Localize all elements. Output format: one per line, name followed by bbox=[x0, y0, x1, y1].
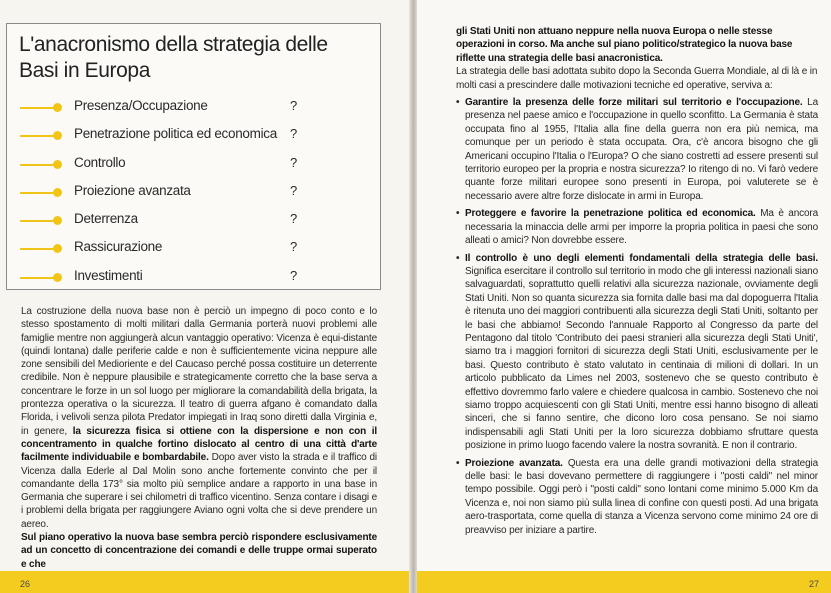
list-item-label: Controllo bbox=[74, 154, 126, 170]
question-mark: ? bbox=[290, 98, 298, 113]
page-number: 27 bbox=[808, 579, 819, 589]
bullet-dot-icon bbox=[53, 273, 62, 282]
paragraph-text: Dopo aver visto la strada e il traffico di Vicenza dalla Ederle al Dal Molin sono anche fortemente convinto che per il comandante della 173° sia molto più semplice andare a rapporto in una base in Germania che superare i sei chilometri di traffico vicentino. Senza contare i disagi e i problemi della brigata per raggiungere Aviano ogni volta che si deve prendere un aereo. bbox=[21, 452, 377, 530]
intro-paragraph: La strategia delle basi adottata subito dopo la Seconda Guerra Mondiale, al di là e in molti casi a prescindere dalle motivazioni tecniche ed operative, serviva a: bbox=[456, 66, 818, 91]
question-mark: ? bbox=[290, 154, 298, 170]
bullet-heading: Il controllo è uno degli elementi fondamentali della strategia delle basi. bbox=[465, 252, 818, 264]
list-item bbox=[7, 211, 381, 239]
list-item bbox=[7, 98, 381, 126]
bullet-dot-icon bbox=[53, 188, 62, 197]
bullet-text: Ma è ancora necessaria la minaccia delle armi per imporre la propria politica in paesi che sono alleati o amici? Non dovrebbe essere. bbox=[465, 208, 818, 247]
box-title: L'anacronismo della strategia delle Basi in Europa bbox=[19, 33, 328, 82]
paragraph-emphasis: Sul piano operativo la nuova base sembra perciò rispondere esclusivamente ad un concetto di concentrazione dei comandi e delle truppe ormai superato e che bbox=[21, 532, 377, 570]
page-number: 26 bbox=[20, 579, 31, 589]
bullet-dot-icon bbox=[53, 160, 62, 169]
list-item bbox=[7, 268, 381, 296]
question-mark: ? bbox=[290, 239, 298, 255]
bullet-text: Significa esercitare il controllo sul territorio in modo che gli interessi nazionali siano salvaguardati, soprattutto quelli relativi alla sicurezza nazionale, ovviamente degli Stati Uniti. Non so quanta sicurezza sia fornita dalle basi ma dal dopoguerra l'Italia è ritenuta uno dei maggiori contribuenti alla sicurezza degli Stati Uniti, soltanto per le basi che abbiamo! Secondo l'annuale Rapporto al Congresso da parte del Pentagono dal titolo 'Contributo dei paesi stranieri alla sicurezza degli Stati Uniti', siamo tra i maggiori fornitori di sicurezza degli Stati Uniti, esclusivamente per le basi. Questo contributo è stato valutato in centinaia di milioni di dollari. In un articolo pubblicato da Limes nel 2003, sostenevo che se questo contributo è effettivo dovremmo farlo valere e chiedere qualcosa in cambio. Sostenevo che noi siamo troppo acquiescenti con gli Stati Uniti, mentre essi hanno bisogno di alleati sinceri, che si fanno sentire, che dicono loro cosa pensano. Se noi siamo indispensabili agli Stati Uniti per la loro sicurezza dobbiamo sfruttare questa posizione in primo luogo facendo valere la nostra sovranità. E non il contrario. bbox=[465, 265, 818, 452]
list-item bbox=[7, 183, 381, 211]
bullet-heading: Proiezione avanzata. bbox=[465, 457, 563, 469]
left-page bbox=[0, 0, 411, 593]
bullet-dot-icon bbox=[53, 131, 62, 140]
list-item-label: Proiezione avanzata bbox=[74, 182, 191, 198]
question-mark: ? bbox=[290, 267, 298, 283]
bullet-heading: Proteggere e favorire la penetrazione politica ed economica. bbox=[465, 208, 756, 220]
question-mark: ? bbox=[290, 182, 298, 198]
bullet-item bbox=[456, 96, 818, 203]
box-list bbox=[7, 98, 381, 296]
bullet-dot-icon bbox=[53, 216, 62, 225]
left-body-text bbox=[21, 305, 377, 571]
question-mark: ? bbox=[290, 211, 298, 227]
bullet-dot-icon bbox=[53, 103, 62, 112]
question-mark: ? bbox=[290, 126, 298, 142]
bullet-item bbox=[456, 207, 818, 247]
list-item-label: Deterrenza bbox=[74, 211, 138, 227]
summary-box bbox=[6, 23, 381, 290]
paragraph-emphasis: la sicurezza fisica si ottiene con la dispersione e non con il concentramento in qualche fortino dislocato al centro di una città d'arte facilmente individuabile e bombardabile. bbox=[21, 425, 377, 464]
footer-band bbox=[417, 571, 831, 593]
bullet-item bbox=[456, 252, 818, 453]
right-page bbox=[417, 0, 831, 593]
right-body-text bbox=[456, 25, 818, 537]
bullet-heading: Garantire la presenza delle forze militari sul territorio e l'occupazione. bbox=[465, 97, 803, 109]
list-item bbox=[7, 239, 381, 267]
paragraph-text: La costruzione della nuova base non è perciò un impegno di poco conto e lo stesso spostamento di molti militari dalla Germania porterà nuovi problemi alle famiglie mentre non aggiungerà alcun vantaggio operativo: Vicenza è equi-distante (quindi lontana) dalle periferie calde e non è sufficientemente vicina neppure alle zone sensibili del Medioriente e del Caucaso perché possa costituire un deterrente credibile. Non è neppure plausibile e strategicamente corretto che la base serva a concentrare le forze in un sol luogo per migliorare la comandabilità della brigata, la prontezza operativa o la sicurezza. Il teatro di guerra afgano è comandato dalla Florida, i velivoli senza pilota Predator impiegati in Iraq sono diretti dalla Virginia e, in genere, bbox=[21, 306, 377, 437]
list-item bbox=[7, 126, 381, 154]
list-item-label: Presenza/Occupazione bbox=[74, 98, 208, 113]
bullet-item bbox=[456, 457, 818, 537]
list-item-label: Rassicurazione bbox=[74, 239, 163, 255]
bullet-dot-icon bbox=[53, 244, 62, 253]
bullet-text: Questa era una delle grandi motivazioni della strategia delle basi: le basi dovevano permettere di raggiungere i "posti caldi" nel minor tempo possibile. Oggi però i "posti caldi" sono lontani come minimo 5.000 Km da Vicenza e, noi non siamo più sulla linea di confine con questi posti. Ad una brigata aero-trasportata, come quella di stanza a Vicenza servono come minimo 24 ore di preavviso per iniziare a partire. bbox=[465, 457, 818, 536]
list-item-label: Penetrazione politica ed economica bbox=[74, 126, 277, 142]
list-item bbox=[7, 155, 381, 183]
footer-band bbox=[0, 571, 411, 593]
list-item-label: Investimenti bbox=[74, 267, 143, 283]
bullet-text: La presenza nel paese amico e l'occupazione in quello sconfitto. La Germania è stata occupata fino al 1955, l'Italia alla fine della guerra non era più nemica, ma comunque per un periodo è stata occupata. Ora, c'è ancora bisogno che gli Americani occupino l'Italia o l'Europa? O che siano costretti ad essere presenti sul territorio europeo per la propria e nostra sicurezza? Io ritengo di no. Vi farò vedere quante forze militari europee sono presenti in Europa, poi valuterete se è necessario avere altre forze dislocate in armi in Europa. bbox=[465, 97, 818, 202]
lead-paragraph: gli Stati Uniti non attuano neppure nella nuova Europa o nelle stesse operazioni in corso. Ma anche sul piano politico/strategico la nuova base riflette una strategia delle basi anacronistica. bbox=[456, 26, 793, 64]
